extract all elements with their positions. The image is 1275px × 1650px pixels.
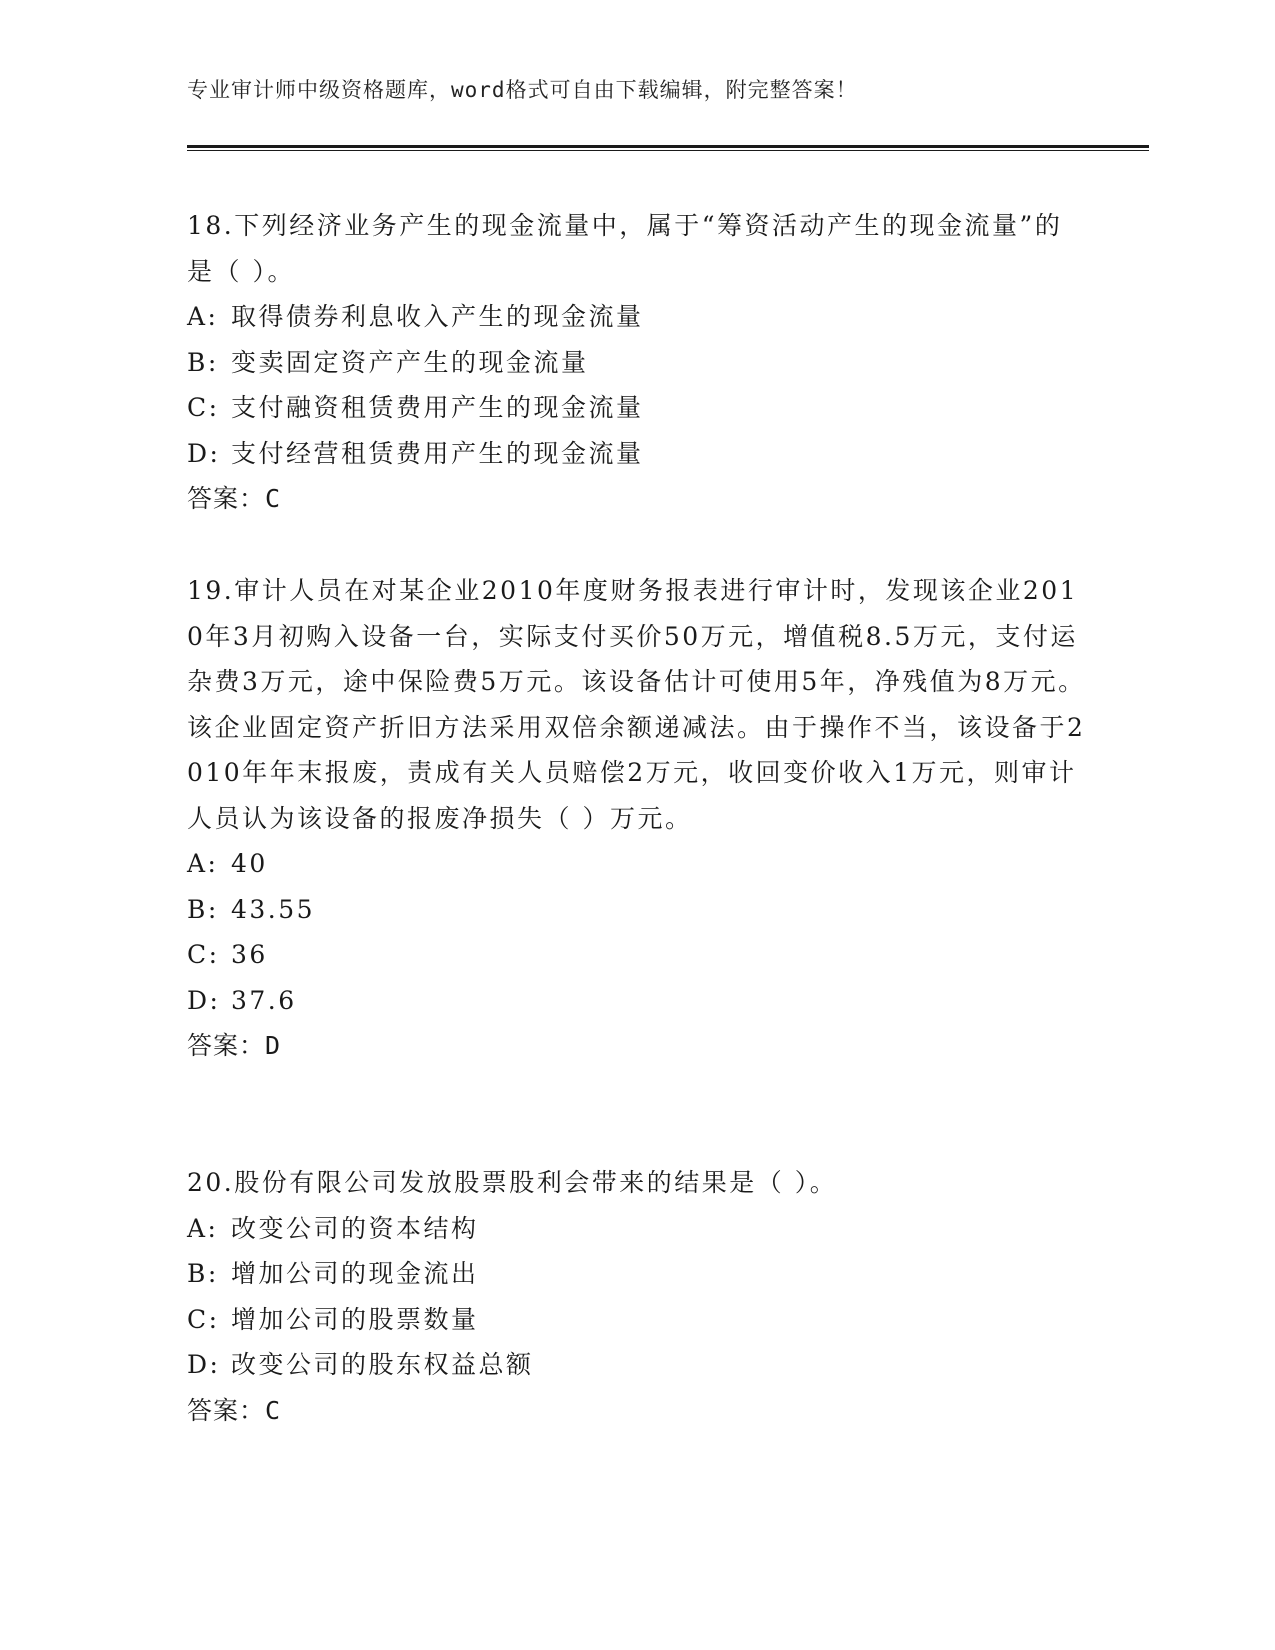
answer-value: C xyxy=(265,1395,282,1425)
option-key: B: xyxy=(187,1259,219,1288)
option-c xyxy=(187,385,1087,431)
option-key: C: xyxy=(187,940,220,969)
option-text: 43.55 xyxy=(231,894,316,924)
option-c xyxy=(187,1297,1087,1343)
option-a xyxy=(187,841,1087,887)
answer-line xyxy=(187,1388,1087,1434)
option-text: 40 xyxy=(231,849,268,878)
question-19 xyxy=(187,568,1087,1069)
question-stem: 19.审计人员在对某企业2010年度财务报表进行审计时，发现该企业2010年3月初购入设备一台，实际支付买价50万元，增值税8.5万元，支付运杂费3万元，途中保险费5万元。该设备估计可使用5年，净残值为8万元。该企业固定资产折旧方法采用双倍余额递减法。由于操作不当，该设备于2010年年末报废，责成有关人员赔偿2万元，收回变价收入1万元，则审计人员认为该设备的报废净损失（ ）万元。 xyxy=(187,576,1086,833)
option-text: 变卖固定资产产生的现金流量 xyxy=(231,347,589,377)
option-key: C: xyxy=(187,1304,220,1334)
option-key: A: xyxy=(187,302,219,331)
option-b xyxy=(187,340,1087,386)
header-rule-thin xyxy=(187,150,1149,151)
option-d xyxy=(187,431,1087,477)
option-text: 36 xyxy=(231,940,268,969)
option-text: 改变公司的股东权益总额 xyxy=(231,1350,534,1379)
answer-label: 答案： xyxy=(187,484,266,513)
answer-label: 答案： xyxy=(187,1395,266,1425)
page-header-text: 专业审计师中级资格题库，word格式可自由下载编辑，附完整答案！ xyxy=(187,78,858,102)
option-a xyxy=(187,1206,1087,1252)
option-d xyxy=(187,978,1087,1024)
option-key: C: xyxy=(187,393,220,422)
answer-value: C xyxy=(265,484,282,513)
question-stem: 20.股份有限公司发放股票股利会带来的结果是（ ）。 xyxy=(187,1168,838,1197)
answer-label: 答案： xyxy=(187,1031,266,1060)
option-b xyxy=(187,1251,1087,1297)
option-text: 取得债券利息收入产生的现金流量 xyxy=(231,302,644,331)
option-b xyxy=(187,887,1087,933)
option-key: D: xyxy=(187,438,221,468)
option-text: 支付经营租赁费用产生的现金流量 xyxy=(231,438,644,468)
option-d xyxy=(187,1342,1087,1388)
header-rule-thick xyxy=(187,145,1149,148)
option-key: B: xyxy=(187,894,219,924)
option-a xyxy=(187,294,1087,340)
question-stem: 18.下列经济业务产生的现金流量中，属于“筹资活动产生的现金流量”的是（ ）。 xyxy=(187,211,1063,286)
question-20 xyxy=(187,1160,1087,1433)
option-text: 改变公司的资本结构 xyxy=(231,1213,479,1243)
option-text: 增加公司的股票数量 xyxy=(231,1304,479,1334)
option-c xyxy=(187,932,1087,978)
option-text: 增加公司的现金流出 xyxy=(231,1259,479,1288)
answer-line xyxy=(187,476,1087,522)
answer-value: D xyxy=(265,1031,282,1060)
option-text: 支付融资租赁费用产生的现金流量 xyxy=(231,393,644,422)
option-key: B: xyxy=(187,347,219,377)
option-key: A: xyxy=(187,849,219,878)
option-text: 37.6 xyxy=(231,985,297,1015)
question-18 xyxy=(187,203,1087,522)
option-key: D: xyxy=(187,985,221,1015)
answer-line xyxy=(187,1023,1087,1069)
option-key: A: xyxy=(187,1213,219,1243)
option-key: D: xyxy=(187,1350,221,1379)
